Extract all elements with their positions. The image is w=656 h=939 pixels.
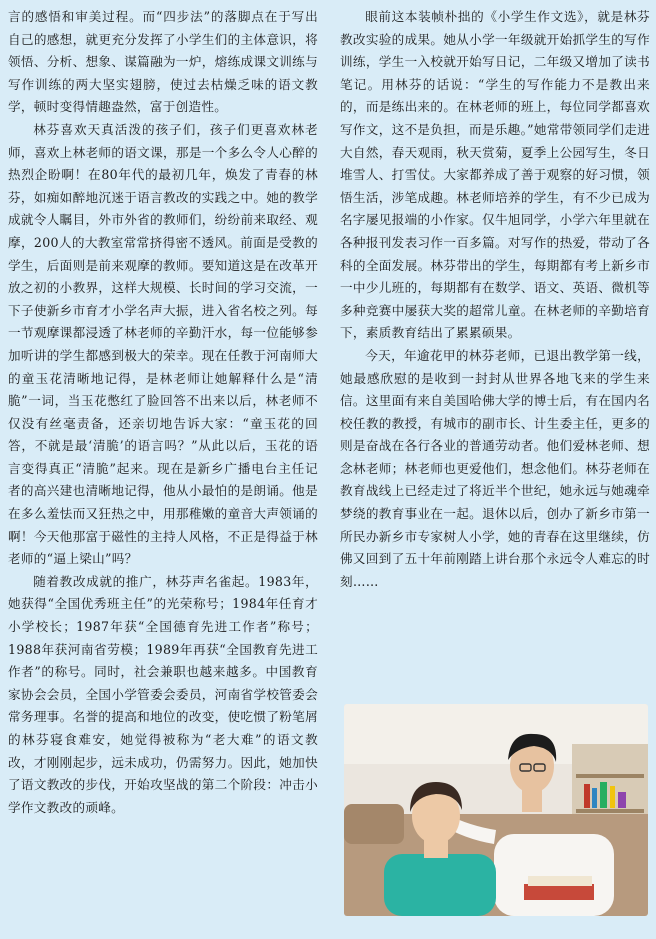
left-paragraph-2: 林芬喜欢天真活泼的孩子们，孩子们更喜欢林老师，喜欢上林老师的语文课，那是一个多么令人心醉的热烈企盼啊！在80年代的最初几年，焕发了青春的林芬，如痴如醉地沉迷于语言教改的实践之中。她的教学成就令人瞩目，外市外省的教师们，纷纷前来取经、观摩，200人的大教室常常挤得密不透风。前面是受教的学生，后面则是前来观摩的教师。要知道这是在改革开放之初的小教界，这样大规模、长时间的学习交流，一下子使新乡市育才小学名声大振，进入省名校之列。每一节观摩课都浸透了林老师的辛勤汗水，每一位能够参加听讲的学生都感到极大的荣幸。现在任教于河南师大的童玉花清晰地记得，是林老师让她解释什么是“清脆”一词，当玉花憋红了脸回答不出来以后，林老师不仅没有丝毫责备，还亲切地告诉大家：“童玉花的回答，不就是最‘清脆’的语言吗？”从此以后，玉花的语言变得真正“清脆”起来。现在是新乡广播电台主任记者的高兴建也清晰地记得，他从小最怕的是朗诵。他是在多么羞怯而又狂热之中，用那稚嫩的童音大声领诵的啊！今天他那富于磁性的主持人风格，不正是得益于林老师的“逼上梁山”吗？ (8, 121, 318, 567)
left-paragraph-3: 随着教改成就的推广，林芬声名雀起。1983年，她获得“全国优秀班主任”的光荣称号；1984年任育才小学校长；1987年获“全国德育先进工作者”称号；1988年获河南省劳模；1989年再获“全国教育先进工作者”的称号。同时，社会兼职也越来越多。中国教育家协会会员，全国小学管委会委员，河南省学校管委会常务理事。名誉的提高和地位的改变，使吃惯了粉笔屑的林芬寝食难安，她觉得被称为“老大难”的语文教改，才刚刚起步，远未成功，仍需努力。因此，她加快了语文教改的步伐，开始攻坚战的第二个阶段：冲击小学作文教改的顽峰。 (8, 573, 318, 815)
left-paragraph-1: 言的感悟和审美过程。而“四步法”的落脚点在于写出自己的感想，就更充分发挥了小学生们的主体意识，将领悟、分析、想象、谋篇融为一炉，熔练成课文训练与写作训练的两大坚实翅膀，使过去枯燥乏味的语文教学，顿时变得情趣盎然，富于创造性。 (8, 9, 318, 115)
right-paragraph-2: 今天，年逾花甲的林芬老师，已退出教学第一线，她最感欣慰的是收到一封封从世界各地飞来的学生来信。这里面有来自美国哈佛大学的博士后，有在国内名校任教的教授，有城市的副市长、计生委主任，更多的则是奋战在各行各业的普通劳动者。他们爱林老师、想念林老师；林老师也更爱他们，想念他们。林芬老师在教育战线上已经走过了将近半个世纪，她永远与她魂牵梦绕的教育事业在一起。退休以后，创办了新乡市第一所民办新乡市专家树人小学，她的青春在这里继续，仿佛又回到了五十年前刚踏上讲台那个永远令人难忘的时刻…… (340, 347, 650, 589)
right-paragraph-1: 眼前这本装帧朴拙的《小学生作文选》，就是林芬教改实验的成果。她从小学一年级就开始抓学生的写作训练，学生一入校就开始写日记，二年级又增加了读书笔记。用林芬的话说：“学生的写作能力不是教出来的，而是练出来的。在林老师的班上，每位同学都喜欢写作文，这不是负担，而是乐趣。”她常带领同学们走进大自然，春天观雨，秋天赏菊，夏季上公园写生，冬日堆雪人、打雪仗。大家都养成了善于观察的好习惯，领悟生活，涉笔成趣。林老师培养的学生，有不少已成为名字屡见报端的小作家。仅牛旭同学，小学六年里就在各种报刊发表习作一百多篇。对写作的热爱，带动了各科的全面发展。林芬带出的学生，每期都有考上新乡市一中少儿班的，每期都有在数学、语文、英语、微机等多种竞赛中屡获大奖的超常儿童。在林老师的辛勤培育下，素质教育结出了累累硕果。 (340, 9, 650, 341)
teacher-student-photo (344, 704, 648, 916)
photo-illustration (344, 704, 648, 916)
right-column (340, 6, 650, 593)
left-column (8, 6, 318, 819)
